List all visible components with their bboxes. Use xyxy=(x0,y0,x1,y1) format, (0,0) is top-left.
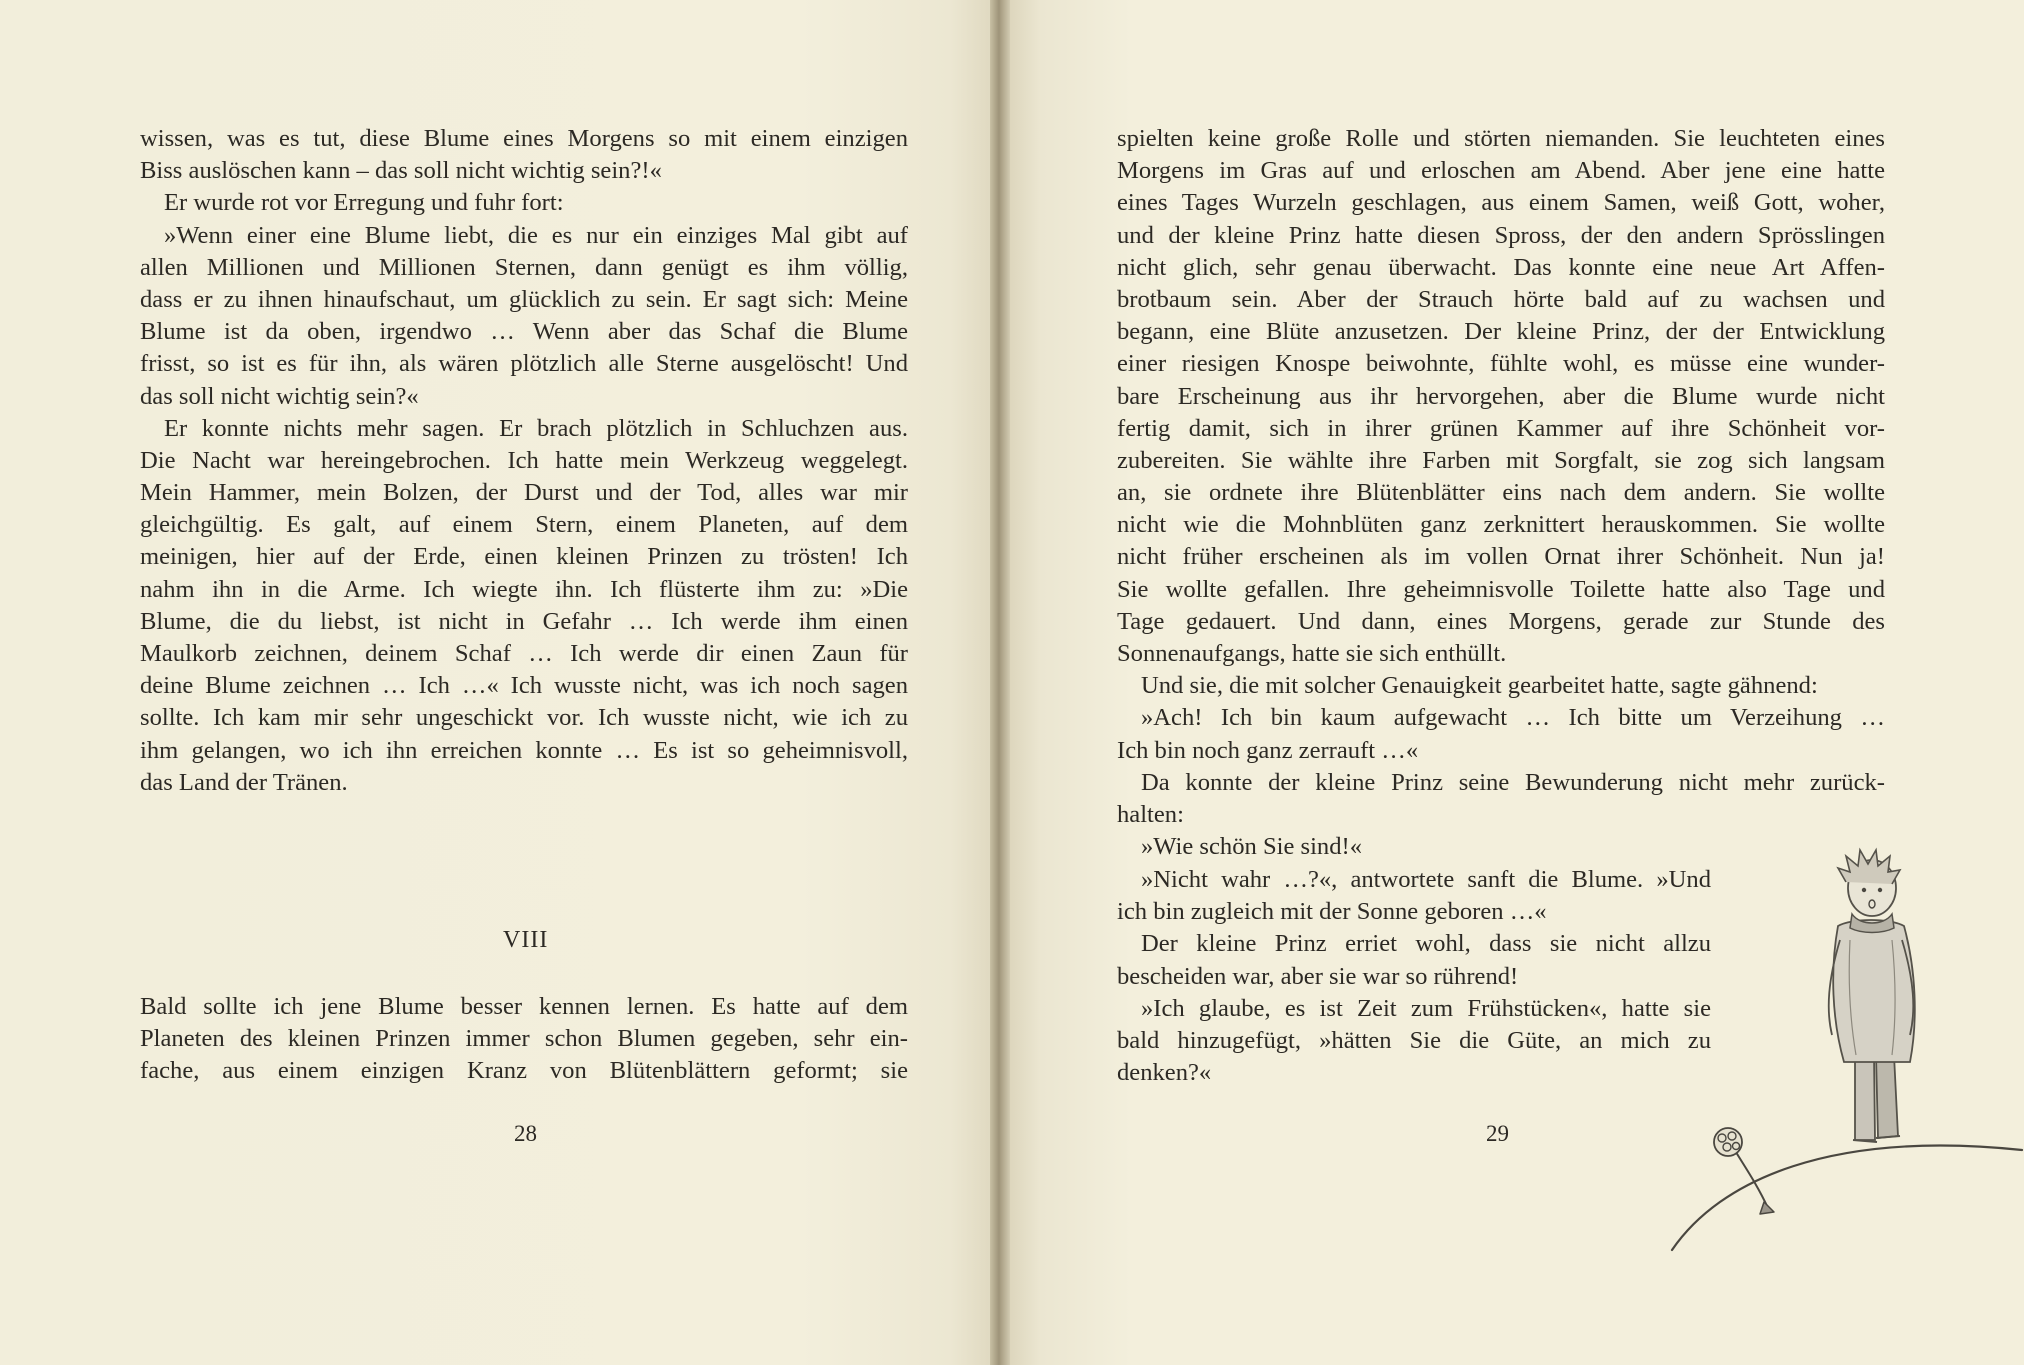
text-line: frisst, so ist es für ihn, als wären plötzlich alle Sterne ausgelöscht! Und xyxy=(140,350,908,378)
book-gutter xyxy=(990,0,1010,1365)
text-line: eines Tages Wurzeln geschlagen, aus einem Samen, weiß Gott, woher, xyxy=(1117,189,1885,217)
planet-surface xyxy=(1672,1146,2022,1250)
left-page-text-bottom xyxy=(140,991,908,1088)
text-line: Die Nacht war hereingebrochen. Ich hatte mein Werkzeug weggelegt. xyxy=(140,446,908,474)
text-line: Blume, die du liebst, ist nicht in Gefahr … Ich werde ihm einen xyxy=(140,607,908,635)
text-line: gleichgültig. Es galt, auf einem Stern, einem Planeten, auf dem xyxy=(140,511,908,539)
text-line: denken?« xyxy=(1117,1059,1212,1087)
text-line: »Ach! Ich bin kaum aufgewacht … Ich bitte um Verzeihung … xyxy=(1141,704,1885,732)
text-line: wissen, was es tut, diese Blume eines Morgens so mit einem einzigen xyxy=(140,125,908,152)
right-page-text-narrow xyxy=(1117,864,1711,1089)
text-line: nicht glich, sehr genau überwacht. Das konnte eine neue Art Affen- xyxy=(1117,253,1885,281)
text-line: »Wie schön Sie sind!« xyxy=(1141,833,1363,861)
text-line: Sonnenaufgangs, hatte sie sich enthüllt. xyxy=(1117,640,1507,667)
text-line: Tage gedauert. Und dann, eines Morgens, gerade zur Stunde des xyxy=(1117,607,1885,635)
text-line: zubereiten. Sie wählte ihre Farben mit Sorgfalt, sie zog sich langsam xyxy=(1117,446,1885,474)
chapter-heading: VIII xyxy=(503,927,549,953)
text-line: ihm gelangen, wo ich ihn erreichen konnte … Es ist so geheimnisvoll, xyxy=(140,736,908,764)
text-line: deine Blume zeichnen … Ich …« Ich wusste nicht, was ich noch sagen xyxy=(140,672,908,700)
text-line: Blume ist da oben, irgendwo … Wenn aber das Schaf die Blume xyxy=(140,318,908,346)
text-line: halten: xyxy=(1117,800,1184,828)
text-line: Planeten des kleinen Prinzen immer schon Blumen gegeben, sehr ein- xyxy=(140,1025,908,1053)
left-page-text-top xyxy=(140,123,908,799)
text-line: spielten keine große Rolle und störten niemanden. Sie leuchteten eines xyxy=(1117,125,1885,152)
text-line: sollte. Ich kam mir sehr ungeschickt vor. Ich wusste nicht, wie ich zu xyxy=(140,704,908,732)
text-line: an, sie ordnete ihre Blütenblätter eins nach dem andern. Sie wollte xyxy=(1117,479,1885,507)
text-line: Biss auslöschen kann – das soll nicht wichtig sein?!« xyxy=(140,157,662,185)
text-line: Maulkorb zeichnen, deinem Schaf … Ich werde dir einen Zaun für xyxy=(140,640,908,667)
text-line: das Land der Tränen. xyxy=(140,768,348,796)
little-prince-figure xyxy=(1829,850,1915,1142)
text-line: bald hinzugefügt, »hätten Sie die Güte, an mich zu xyxy=(1117,1026,1711,1054)
text-line: »Wenn einer eine Blume liebt, die es nur ein einziges Mal gibt auf xyxy=(164,221,908,249)
page-number-right: 29 xyxy=(1486,1121,1509,1146)
page-number-left: 28 xyxy=(514,1121,537,1146)
text-line: fache, aus einem einzigen Kranz von Blütenblättern geformt; sie xyxy=(140,1057,908,1085)
text-line: dass er zu ihnen hinaufschaut, um glücklich zu sein. Er sagt sich: Meine xyxy=(140,285,908,313)
flower-icon xyxy=(1714,1128,1742,1156)
text-line: Mein Hammer, mein Bolzen, der Durst und der Tod, alles war mir xyxy=(140,479,908,507)
text-line: meinigen, hier auf der Erde, einen kleinen Prinzen zu trösten! Ich xyxy=(140,543,908,571)
text-line: Bald sollte ich jene Blume besser kennen lernen. Es hatte auf dem xyxy=(140,993,908,1020)
text-line: nahm ihn in die Arme. Ich wiegte ihn. Ich flüsterte ihm zu: »Die xyxy=(140,575,908,603)
text-line: und der kleine Prinz hatte diesen Spross, der den andern Sprösslingen xyxy=(1117,221,1885,249)
text-line: einer riesigen Knospe beiwohnte, fühlte wohl, es müsse eine wunder- xyxy=(1117,350,1885,378)
text-line: Ich bin noch ganz zerrauft …« xyxy=(1117,736,1419,764)
text-line: begann, eine Blüte anzusetzen. Der kleine Prinz, der der Entwicklung xyxy=(1117,318,1885,346)
text-line: allen Millionen und Millionen Sternen, dann genügt es ihm völlig, xyxy=(140,253,908,281)
text-line: nicht wie die Mohnblüten ganz zerknittert herauskommen. Sie wollte xyxy=(1117,511,1885,539)
text-line: Da konnte der kleine Prinz seine Bewunderung nicht mehr zurück- xyxy=(1141,768,1885,796)
text-line: Sie wollte gefallen. Ihre geheimnisvolle Toilette hatte also Tage und xyxy=(1117,575,1885,603)
text-line: »Nicht wahr …?«, antwortete sanft die Blume. »Und xyxy=(1141,866,1711,893)
text-line: bescheiden war, aber sie war so rührend! xyxy=(1117,962,1519,990)
text-line: bare Erscheinung aus ihr hervorgehen, aber die Blume wurde nicht xyxy=(1117,382,1885,410)
text-line: Er konnte nichts mehr sagen. Er brach plötzlich in Schluchzen aus. xyxy=(164,414,908,442)
text-line: Und sie, die mit solcher Genauigkeit gearbeitet hatte, sagte gähnend: xyxy=(1141,672,1818,700)
text-line: brotbaum sein. Aber der Strauch hörte bald auf zu wachsen und xyxy=(1117,285,1885,313)
right-page-text xyxy=(1117,123,1885,863)
little-prince-illustration xyxy=(1660,830,2024,1260)
text-line: »Ich glaube, es ist Zeit zum Frühstücken«, hatte sie xyxy=(1141,994,1711,1022)
text-line: Der kleine Prinz erriet wohl, dass sie nicht allzu xyxy=(1141,930,1711,958)
text-line: nicht früher erscheinen als im vollen Ornat ihrer Schönheit. Nun ja! xyxy=(1117,543,1885,571)
text-line: Er wurde rot vor Erregung und fuhr fort: xyxy=(164,189,564,217)
text-line: das soll nicht wichtig sein?« xyxy=(140,382,419,410)
text-line: ich bin zugleich mit der Sonne geboren …« xyxy=(1117,898,1547,926)
text-line: fertig damit, sich in ihrer grünen Kammer auf ihre Schönheit vor- xyxy=(1117,414,1885,442)
text-line: Morgens im Gras auf und erloschen am Abend. Aber jene eine hatte xyxy=(1117,157,1885,185)
